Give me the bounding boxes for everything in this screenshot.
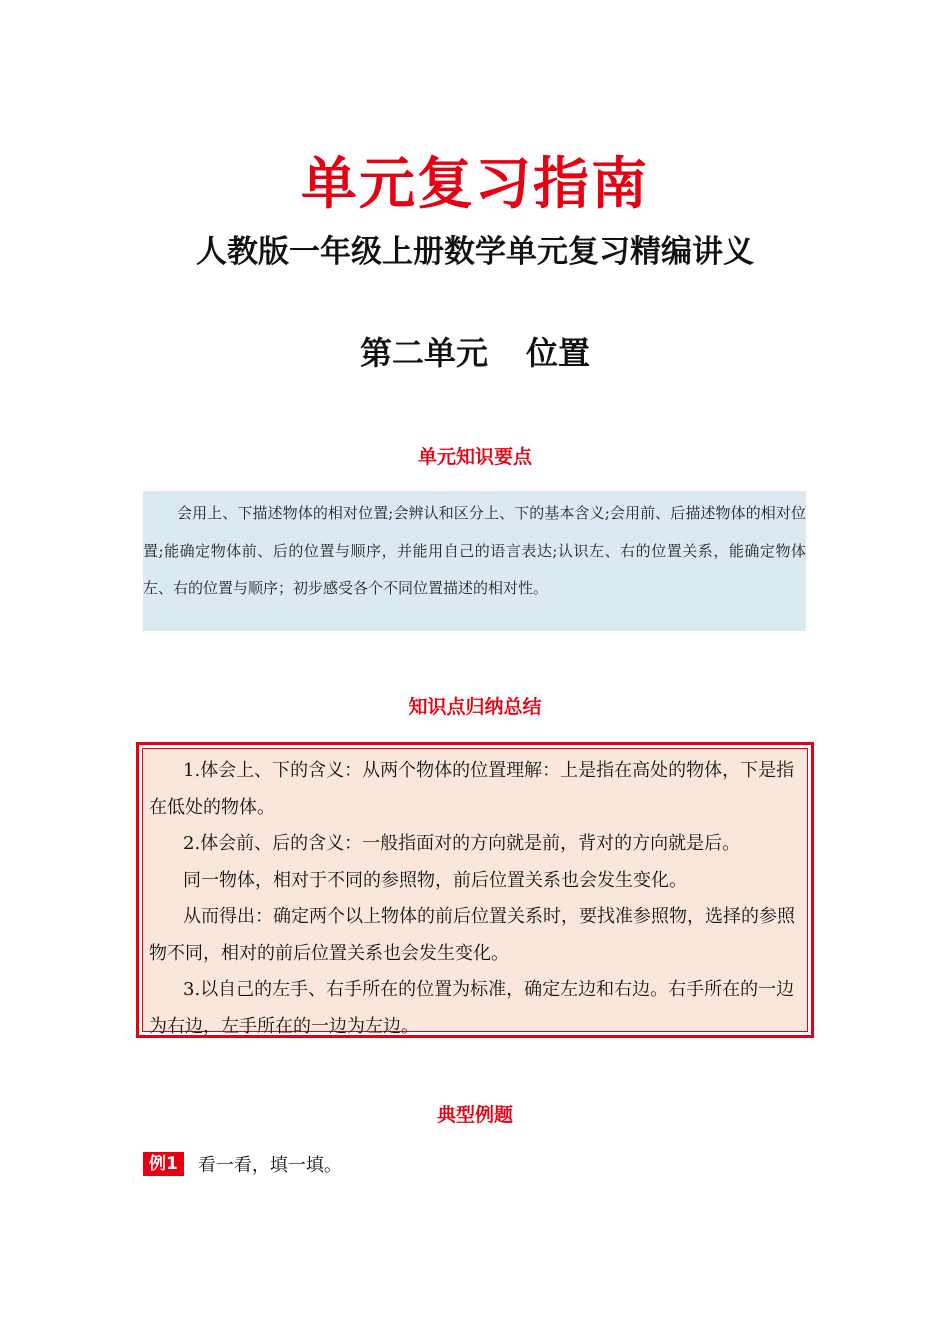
- summary-box: [136, 742, 814, 1038]
- summary-inner: [142, 748, 808, 1037]
- unit-label: 第二单元: [359, 334, 488, 372]
- example-badge: 例1: [143, 1152, 184, 1176]
- key-points-heading: 单元知识要点: [417, 446, 532, 468]
- examples-heading: 典型例题: [436, 1104, 513, 1126]
- key-points-box: 会用上、下描述物体的相对位置;会辨认和区分上、下的基本含义;会用前、后描述物体的相对位置;能确定物体前、后的位置与顺序，并能用自己的语言表达;认识左、右的位置关系，能确定物体左、右的位置与顺序；初步感受各个不同位置描述的相对性。: [143, 491, 806, 631]
- summary-item: 2.体会前、后的含义：一般指面对的方向就是前，背对的方向就是后。: [183, 833, 741, 854]
- summary-heading: 知识点归纳总结: [408, 696, 542, 718]
- summary-item: 3.以自己的左手、右手所在的位置为标准，确定左边和右边。右手所在的一边为右边，左手所在的一边为左边。: [149, 979, 795, 1037]
- subtitle: 人教版一年级上册数学单元复习精编讲义: [196, 234, 754, 270]
- unit-title: [0, 328, 950, 374]
- summary-item: 同一物体，相对于不同的参照物，前后位置关系也会发生变化。: [183, 869, 687, 891]
- example-text: 看一看，填一填。: [197, 1155, 342, 1176]
- summary-item: 1.体会上、下的含义：从两个物体的位置理解：上是指在高处的物体，下是指在低处的物体。: [149, 760, 795, 818]
- main-title: 单元复习指南: [301, 152, 649, 217]
- unit-topic: 位置: [526, 334, 591, 372]
- summary-item: 从而得出：确定两个以上物体的前后位置关系时，要找准参照物，选择的参照物不同，相对的前后位置关系也会发生变化。: [149, 906, 795, 964]
- example-1: [143, 1150, 342, 1178]
